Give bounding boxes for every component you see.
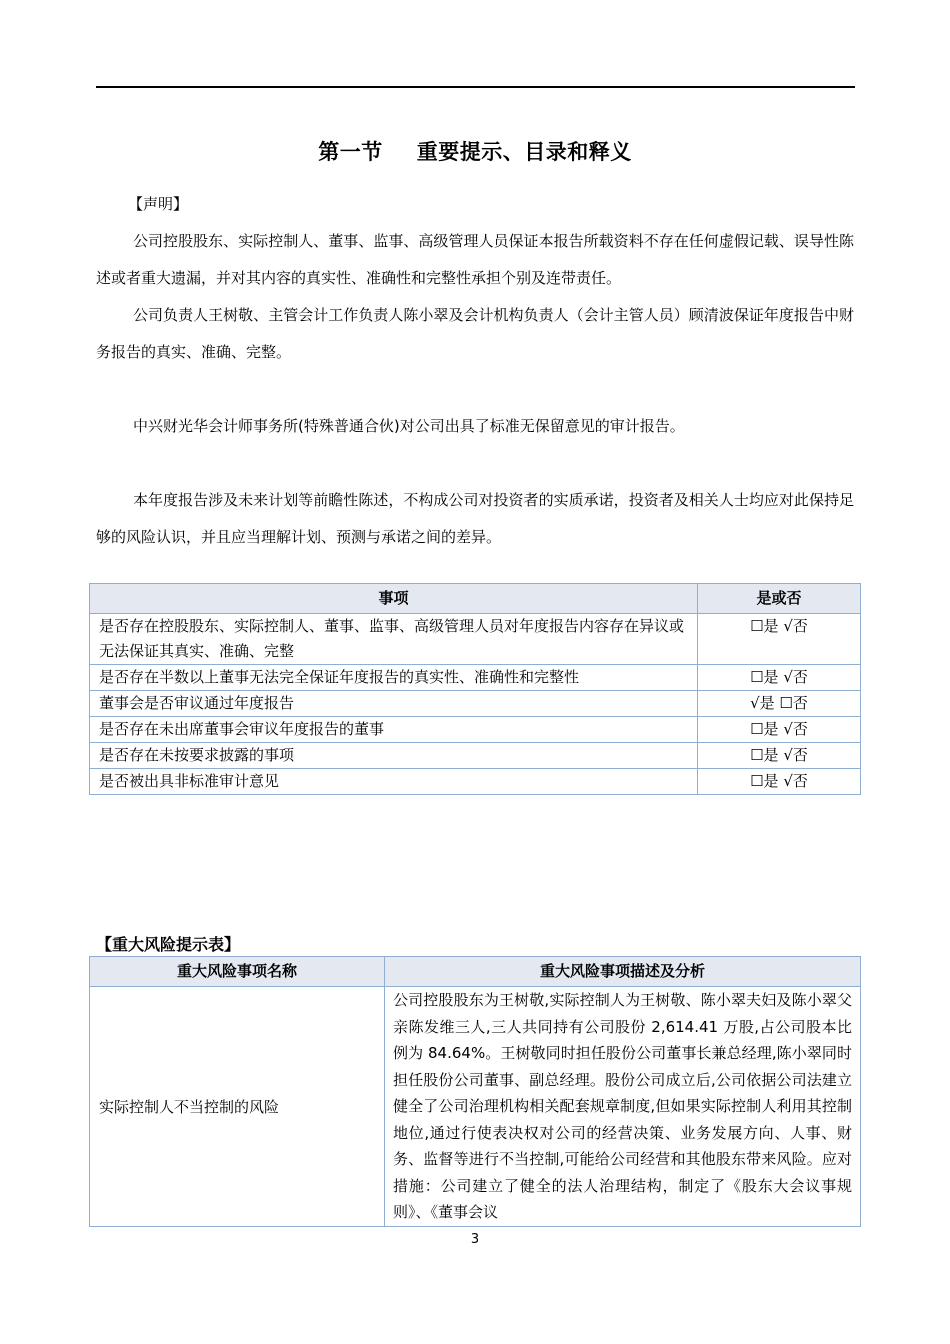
row-item: 是否存在未按要求披露的事项 [90,743,698,769]
row-item: 是否存在未出席董事会审议年度报告的董事 [90,717,698,743]
row-item: 是否存在半数以上董事无法完全保证年度报告的真实性、准确性和完整性 [90,665,698,691]
table-header-row [90,584,861,614]
declaration-table [89,583,861,795]
risk-table [89,956,861,1227]
risk-label: 【重大风险提示表】 [96,935,241,954]
header-risk-name: 重大风险事项名称 [90,957,385,987]
row-answer: ☐是 √否 [698,769,861,795]
table-row [90,987,861,1227]
row-item: 是否被出具非标准审计意见 [90,769,698,795]
row-answer: ☐是 √否 [698,717,861,743]
page-number: 3 [470,1232,480,1247]
paragraph-audit: 中兴财光华会计师事务所(特殊普通合伙)对公司出具了标准无保留意见的审计报告。 [133,417,685,435]
table-row [90,743,861,769]
row-answer: ☐是 √否 [698,665,861,691]
paragraph-officers: 公司负责人王树敬、主管会计工作负责人陈小翠及会计机构负责人（会计主管人员）顾清波保证年度报告中财务报告的真实、准确、完整。 [96,306,854,361]
header-yes-no: 是或否 [698,584,861,614]
table-row [90,614,861,665]
section-title: 重要提示、目录和释义 [416,140,632,164]
header-item: 事项 [90,584,698,614]
table-header-row [90,957,861,987]
risk-name: 实际控制人不当控制的风险 [90,987,385,1227]
risk-description: 公司控股股东为王树敬,实际控制人为王树敬、陈小翠夫妇及陈小翠父亲陈发维三人,三人共同持有公司股份 2,614.41 万股,占公司股本比例为 84.64%。王树敬同时担任股份公司董事长兼总经理,陈小翠同时担任股份公司董事、副总经理。股份公司成立后,公司依据公司法建立健全了公司治理机构相关配套规章制度,但如果实际控制人利用其控制地位,通过行使表决权对公司的经营决策、业务发展方向、人事、财务、监督等进行不当控制,可能给公司经营和其他股东带来风险。应对措施：公司建立了健全的法人治理结构，制定了《股东大会议事规则》、《董事会议 [385,987,861,1227]
table-row [90,691,861,717]
paragraph-forward-looking: 本年度报告涉及未来计划等前瞻性陈述，不构成公司对投资者的实质承诺，投资者及相关人士均应对此保持足够的风险认识，并且应当理解计划、预测与承诺之间的差异。 [96,491,854,546]
paragraph-responsibility: 公司控股股东、实际控制人、董事、监事、高级管理人员保证本报告所载资料不存在任何虚假记载、误导性陈述或者重大遗漏，并对其内容的真实性、准确性和完整性承担个别及连带责任。 [96,232,854,287]
row-answer: √是 ☐否 [698,691,861,717]
table-row [90,717,861,743]
table-row [90,769,861,795]
header-risk-desc: 重大风险事项描述及分析 [385,957,861,987]
row-item: 是否存在控股股东、实际控制人、董事、监事、高级管理人员对年度报告内容存在异议或无法保证其真实、准确、完整 [90,614,698,665]
row-answer: ☐是 √否 [698,614,861,665]
page-title [0,136,950,166]
header-rule [96,86,855,88]
declaration-label: 【声明】 [128,195,189,213]
section-number: 第一节 [318,140,383,164]
row-answer: ☐是 √否 [698,743,861,769]
row-item: 董事会是否审议通过年度报告 [90,691,698,717]
table-row [90,665,861,691]
